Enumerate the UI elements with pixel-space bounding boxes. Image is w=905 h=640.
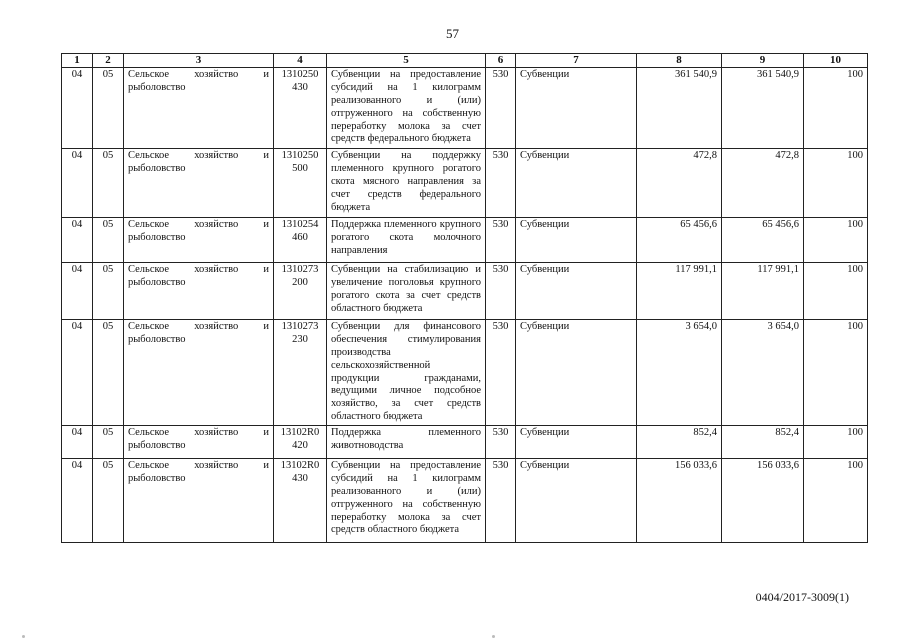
expense-type-name: Субвенции [516, 68, 637, 149]
amount-actual: 852,4 [722, 426, 804, 459]
amount-actual: 472,8 [722, 149, 804, 218]
section-name: Сельское хозяйство и рыболовство [124, 149, 274, 218]
expense-type-code: 530 [486, 320, 516, 426]
table-row [62, 459, 868, 543]
section-code: 04 [62, 68, 93, 149]
section-name: Сельское хозяйство и рыболовство [124, 459, 274, 543]
expense-type-name: Субвенции [516, 218, 637, 263]
target-article-name: Поддержка племенного крупного рогатого скота молочного направления [327, 218, 486, 263]
header-row [62, 54, 868, 68]
expense-type-code: 530 [486, 149, 516, 218]
percent-complete: 100 [804, 263, 868, 320]
col-header: 2 [93, 54, 124, 68]
expense-type-code: 530 [486, 459, 516, 543]
amount-plan: 852,4 [637, 426, 722, 459]
section-code: 04 [62, 459, 93, 543]
subsection-code: 05 [93, 263, 124, 320]
scan-mark [492, 635, 495, 638]
section-name: Сельское хозяйство и рыболовство [124, 426, 274, 459]
amount-plan: 65 456,6 [637, 218, 722, 263]
target-article-code: 13102R0 430 [274, 459, 327, 543]
target-article-name: Субвенции на предоставление субсидий на 1 килограмм реализованного и (или) отгруженного на собственную переработку молока за счет средств областного бюджета [327, 459, 486, 543]
target-article-name: Субвенции на стабилизацию и увеличение поголовья крупного рогатого скота за счет средств областного бюджета [327, 263, 486, 320]
expense-type-name: Субвенции [516, 263, 637, 320]
col-header: 5 [327, 54, 486, 68]
percent-complete: 100 [804, 320, 868, 426]
amount-actual: 156 033,6 [722, 459, 804, 543]
section-code: 04 [62, 263, 93, 320]
target-article-code: 13102R0 420 [274, 426, 327, 459]
scan-mark [22, 635, 25, 638]
col-header: 1 [62, 54, 93, 68]
col-header: 8 [637, 54, 722, 68]
expense-type-code: 530 [486, 263, 516, 320]
target-article-code: 1310250 430 [274, 68, 327, 149]
subsection-code: 05 [93, 459, 124, 543]
percent-complete: 100 [804, 68, 868, 149]
table-row [62, 68, 868, 149]
percent-complete: 100 [804, 218, 868, 263]
subsection-code: 05 [93, 426, 124, 459]
target-article-code: 1310254 460 [274, 218, 327, 263]
budget-table [61, 53, 868, 543]
amount-actual: 3 654,0 [722, 320, 804, 426]
amount-plan: 156 033,6 [637, 459, 722, 543]
expense-type-name: Субвенции [516, 320, 637, 426]
section-code: 04 [62, 149, 93, 218]
col-header: 3 [124, 54, 274, 68]
table-row [62, 320, 868, 426]
section-name: Сельское хозяйство и рыболовство [124, 263, 274, 320]
target-article-code: 1310273 200 [274, 263, 327, 320]
section-code: 04 [62, 320, 93, 426]
section-name: Сельское хозяйство и рыболовство [124, 68, 274, 149]
document-code: 0404/2017-3009(1) [755, 590, 849, 604]
subsection-code: 05 [93, 68, 124, 149]
section-name: Сельское хозяйство и рыболовство [124, 218, 274, 263]
section-code: 04 [62, 426, 93, 459]
subsection-code: 05 [93, 149, 124, 218]
page-number: 57 [446, 26, 459, 41]
amount-plan: 361 540,9 [637, 68, 722, 149]
table-row [62, 218, 868, 263]
subsection-code: 05 [93, 218, 124, 263]
target-article-code: 1310250 500 [274, 149, 327, 218]
target-article-name: Субвенции на поддержку племенного крупного рогатого скота мясного направления за счет средств федерального бюджета [327, 149, 486, 218]
expense-type-code: 530 [486, 218, 516, 263]
percent-complete: 100 [804, 426, 868, 459]
col-header: 7 [516, 54, 637, 68]
amount-plan: 472,8 [637, 149, 722, 218]
table-row [62, 149, 868, 218]
col-header: 9 [722, 54, 804, 68]
target-article-name: Субвенции для финансового обеспечения стимулирования производства сельскохозяйственной продукции гражданами, ведущими личное подсобное хозяйство, за счет средств областного бюджета [327, 320, 486, 426]
amount-plan: 117 991,1 [637, 263, 722, 320]
expense-type-name: Субвенции [516, 459, 637, 543]
section-name: Сельское хозяйство и рыболовство [124, 320, 274, 426]
expense-type-name: Субвенции [516, 149, 637, 218]
target-article-code: 1310273 230 [274, 320, 327, 426]
expense-type-code: 530 [486, 426, 516, 459]
col-header: 6 [486, 54, 516, 68]
amount-actual: 117 991,1 [722, 263, 804, 320]
table-row [62, 263, 868, 320]
amount-actual: 65 456,6 [722, 218, 804, 263]
col-header: 10 [804, 54, 868, 68]
amount-plan: 3 654,0 [637, 320, 722, 426]
target-article-name: Субвенции на предоставление субсидий на 1 килограмм реализованного и (или) отгруженного на собственную переработку молока за счет средств федерального бюджета [327, 68, 486, 149]
expense-type-code: 530 [486, 68, 516, 149]
subsection-code: 05 [93, 320, 124, 426]
table-row [62, 426, 868, 459]
col-header: 4 [274, 54, 327, 68]
percent-complete: 100 [804, 149, 868, 218]
expense-type-name: Субвенции [516, 426, 637, 459]
percent-complete: 100 [804, 459, 868, 543]
target-article-name: Поддержка племенного животноводства [327, 426, 486, 459]
amount-actual: 361 540,9 [722, 68, 804, 149]
section-code: 04 [62, 218, 93, 263]
